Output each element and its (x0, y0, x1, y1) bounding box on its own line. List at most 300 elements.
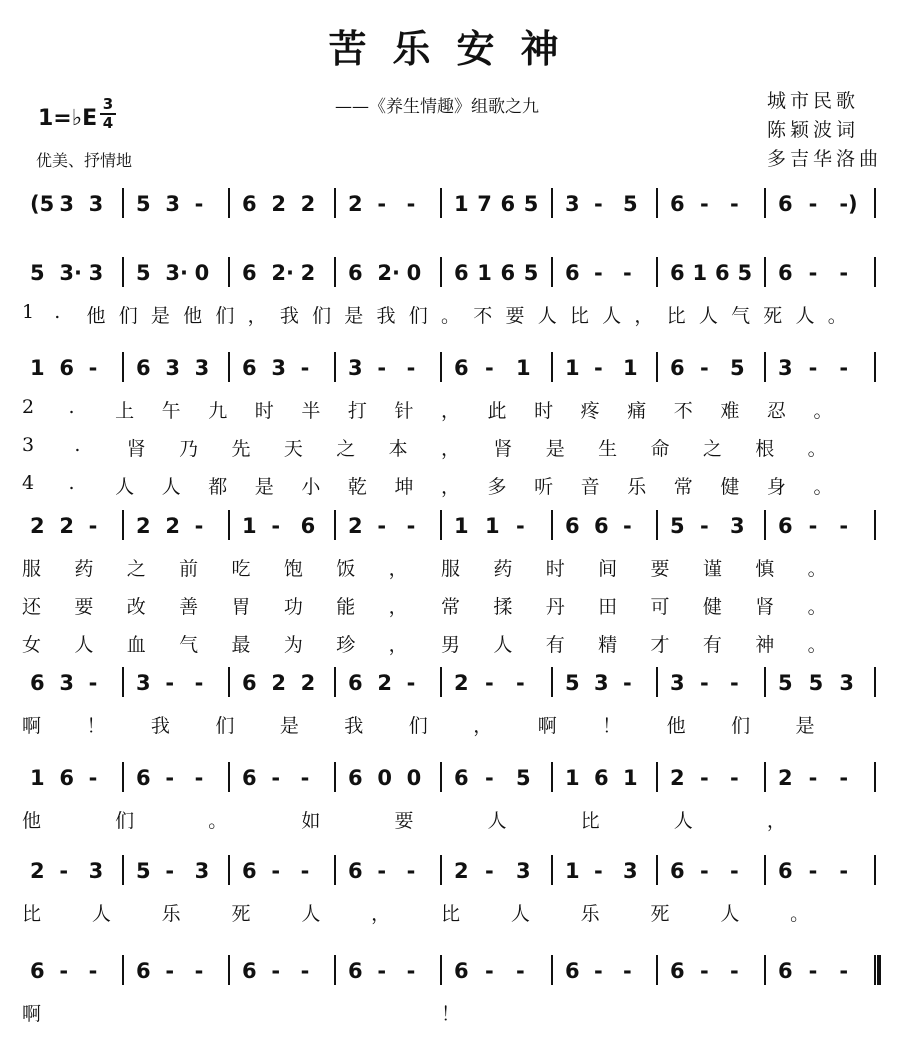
note: - (271, 514, 281, 538)
note: - (165, 766, 175, 790)
note: - (165, 859, 175, 883)
note: 5 (737, 261, 753, 285)
time-signature-bottom: 4 (100, 113, 116, 132)
note: - (485, 671, 494, 695)
note: 6 (594, 514, 609, 538)
note: 0 (406, 766, 422, 790)
lyric-char: 肾 (126, 438, 146, 460)
note: - (623, 671, 632, 695)
barline (334, 762, 336, 792)
note: - (59, 959, 69, 983)
lyric-char: 可 (650, 596, 670, 618)
lyric-char: 音 (580, 476, 600, 498)
lyric-char: 血 (126, 634, 146, 656)
lyric-char: 死 (763, 305, 783, 327)
note: - (808, 192, 818, 216)
note: 3 (594, 671, 609, 695)
lyric-char: 间 (598, 558, 618, 580)
staff-system-7 (0, 853, 913, 889)
lyric-char: 们 (408, 715, 428, 737)
note: - (406, 859, 416, 883)
time-signature-top: 3 (102, 95, 114, 113)
lyric-char: ， (388, 634, 408, 656)
lyric-char: 胃 (231, 596, 251, 618)
note: 3 (623, 859, 638, 883)
note: 6 (670, 959, 685, 983)
note: 2 (59, 514, 74, 538)
note: - (808, 859, 818, 883)
note: 3· (165, 261, 188, 285)
lyric-char: 最 (231, 634, 251, 656)
lyric-char: 3 (22, 434, 35, 456)
note: - (377, 859, 387, 883)
lyric-char: 肾 (755, 596, 775, 618)
note: - (808, 766, 818, 790)
lyric-char: 比 (580, 810, 600, 832)
note: 1 (692, 261, 708, 285)
note: - (808, 514, 818, 538)
note: 6 (670, 261, 685, 285)
note: - (406, 959, 416, 983)
barline (874, 510, 876, 540)
lyric-char: 们 (215, 305, 235, 327)
note: 3· (59, 261, 82, 285)
note: - (623, 261, 632, 285)
note: - (700, 959, 709, 983)
lyric-char: 们 (118, 305, 138, 327)
note: - (839, 514, 849, 538)
lyric-char: 难 (720, 400, 740, 422)
note: - (700, 671, 709, 695)
lyric-char: 女 (22, 634, 42, 656)
staff-system-3 (0, 350, 913, 386)
barline (440, 188, 442, 218)
note: 1 (454, 192, 469, 216)
lyric-char: 是 (545, 438, 565, 460)
note: 5 (523, 261, 539, 285)
note: - (88, 766, 98, 790)
note: 1 (242, 514, 257, 538)
note: 5 (136, 261, 151, 285)
lyric-line-4-1 (0, 554, 913, 580)
lyric-char: 疼 (580, 400, 600, 422)
note: - (300, 959, 310, 983)
lyric-char: 气 (731, 305, 751, 327)
note: - (194, 766, 204, 790)
lyric-char: 比 (441, 903, 461, 925)
barline (656, 667, 658, 697)
lyric-char: 饱 (283, 558, 303, 580)
note: -) (839, 192, 858, 216)
note: 6 (594, 766, 609, 790)
tempo-marking: 优美、抒情地 (36, 151, 133, 170)
barline (656, 855, 658, 885)
lyric-char: 要 (394, 810, 414, 832)
note: 5 (516, 766, 531, 790)
lyric-char: 人 (720, 903, 740, 925)
note: 2 (778, 766, 793, 790)
note: 2 (30, 859, 45, 883)
lyric-char: . (68, 396, 75, 418)
note: - (594, 959, 603, 983)
note: - (194, 959, 204, 983)
note: 6 (500, 192, 516, 216)
lyric-char: 常 (441, 596, 461, 618)
note: 5 (30, 261, 45, 285)
note: - (165, 671, 175, 695)
note: 2 (271, 192, 286, 216)
lyric-char: 人 (673, 810, 693, 832)
lyric-char: 饭 (336, 558, 356, 580)
lyric-char: 。 (807, 634, 827, 656)
lyric-char: 能 (336, 596, 356, 618)
lyric-char: 天 (283, 438, 303, 460)
barline (656, 257, 658, 287)
note: - (730, 766, 739, 790)
lyric-char: 常 (673, 476, 693, 498)
lyric-char: 。 (807, 596, 827, 618)
lyric-char: 们 (115, 810, 135, 832)
barline (228, 667, 230, 697)
lyric-char: 打 (347, 400, 367, 422)
lyric-char: 人 (115, 476, 135, 498)
note: 2· (271, 261, 294, 285)
barline (764, 510, 766, 540)
note: 6 (242, 261, 257, 285)
staff-system-2 (0, 255, 913, 291)
note: 6 (300, 514, 316, 538)
note: 1 (565, 356, 580, 380)
lyric-char: ！ (602, 715, 622, 737)
note: 1 (565, 766, 580, 790)
barline (551, 188, 553, 218)
note: - (700, 514, 709, 538)
song-subtitle: ——《养生情趣》组歌之九 (335, 97, 539, 117)
lyric-char: 1 (22, 301, 35, 323)
note: - (194, 514, 204, 538)
note: 6 (778, 192, 793, 216)
lyric-char: 改 (126, 596, 146, 618)
note: 3 (88, 192, 104, 216)
barline (656, 762, 658, 792)
barline (764, 188, 766, 218)
lyric-line-3-2 (0, 434, 913, 460)
lyric-char: 半 (301, 400, 321, 422)
barline (334, 257, 336, 287)
note: - (516, 959, 525, 983)
lyric-char: 听 (534, 476, 554, 498)
key-signature: 1=♭E (38, 106, 98, 131)
barline (551, 855, 553, 885)
lyric-char: 此 (487, 400, 507, 422)
barline (440, 510, 442, 540)
barline (334, 955, 336, 985)
lyric-char: 啊 (22, 715, 42, 737)
barline (551, 510, 553, 540)
note: 6 (454, 356, 469, 380)
note: 2 (30, 514, 45, 538)
barline (228, 188, 230, 218)
lyric-char: 痛 (627, 400, 647, 422)
lyric-char: 本 (388, 438, 408, 460)
note: 6 (30, 671, 45, 695)
barline (122, 955, 124, 985)
lyric-char: 慎 (755, 558, 775, 580)
lyric-char: 我 (376, 305, 396, 327)
note: 6 (348, 261, 363, 285)
lyric-char: 身 (766, 476, 786, 498)
note: 6 (59, 356, 74, 380)
note: - (88, 671, 98, 695)
note: 2 (454, 671, 469, 695)
lyric-char: 人 (510, 903, 530, 925)
lyric-char: 2 (22, 396, 35, 418)
note: 6 (778, 859, 793, 883)
lyric-char: 前 (179, 558, 199, 580)
note: 6 (348, 671, 363, 695)
note: - (516, 671, 525, 695)
lyric-char: 他 (183, 305, 203, 327)
lyric-char: 是 (254, 476, 274, 498)
lyric-char: 气 (179, 634, 199, 656)
note: 6 (500, 261, 516, 285)
lyric-line-6-1 (0, 806, 913, 832)
lyric-char: 神 (755, 634, 775, 656)
time-signature (100, 96, 116, 132)
note: - (194, 671, 204, 695)
lyric-char: 死 (650, 903, 670, 925)
note: 3 (839, 671, 854, 695)
lyric-char: 肾 (493, 438, 513, 460)
note: 6 (242, 192, 257, 216)
lyric-char: 啊 (537, 715, 557, 737)
lyric-char: 男 (441, 634, 461, 656)
note: - (406, 192, 416, 216)
credit-composer: 多吉华洛曲 (767, 148, 883, 170)
note: - (808, 959, 818, 983)
note: 2 (165, 514, 180, 538)
note: 2 (454, 859, 469, 883)
lyric-char: 药 (493, 558, 513, 580)
lyric-char: 不 (673, 400, 693, 422)
note: 6 (242, 959, 257, 983)
lyric-char: 。 (827, 305, 847, 327)
note: - (730, 671, 739, 695)
lyric-char: 他 (22, 810, 42, 832)
note: - (623, 959, 632, 983)
note: 3 (778, 356, 793, 380)
barline (764, 955, 766, 985)
lyric-char: 揉 (493, 596, 513, 618)
barline (551, 257, 553, 287)
note: 2 (377, 671, 392, 695)
note: 5 (778, 671, 793, 695)
lyric-char: 时 (534, 400, 554, 422)
note: 2 (348, 514, 363, 538)
note: - (730, 959, 739, 983)
lyric-char: 乾 (347, 476, 367, 498)
lyric-char: 人 (91, 903, 111, 925)
lyric-char: 死 (231, 903, 251, 925)
lyric-line-8-1 (0, 999, 913, 1025)
note: - (88, 356, 98, 380)
lyric-char: 我 (150, 715, 170, 737)
lyric-char: 健 (720, 476, 740, 498)
note: - (300, 766, 310, 790)
lyric-char: ， (766, 810, 786, 832)
note: 5 (730, 356, 745, 380)
note: 3 (730, 514, 745, 538)
lyric-char: 。 (208, 810, 228, 832)
note: 6 (670, 192, 685, 216)
note: 6 (30, 959, 45, 983)
lyric-char: 比 (22, 903, 42, 925)
barline (122, 855, 124, 885)
lyric-char: 们 (731, 715, 751, 737)
lyric-char: 们 (408, 305, 428, 327)
note: - (406, 514, 416, 538)
lyric-char: 要 (505, 305, 525, 327)
lyric-char: 人 (602, 305, 622, 327)
lyric-char: 有 (702, 634, 722, 656)
lyric-char: 珍 (336, 634, 356, 656)
note: 6 (778, 959, 793, 983)
lyric-char: 我 (344, 715, 364, 737)
barline (122, 510, 124, 540)
note: 5 (670, 514, 685, 538)
staff-system-1 (0, 186, 913, 222)
lyric-char: ！ (441, 1003, 461, 1025)
note: 6 (242, 671, 257, 695)
note: 5 (136, 192, 151, 216)
note: 2 (136, 514, 151, 538)
lyric-char: 们 (215, 715, 235, 737)
lyric-line-2-1 (0, 301, 913, 327)
note: 6 (778, 514, 793, 538)
lyric-char: 是 (279, 715, 299, 737)
note: 3 (348, 356, 363, 380)
lyric-char: 。 (813, 400, 833, 422)
barline (228, 352, 230, 382)
note: 6 (348, 859, 363, 883)
barline (122, 762, 124, 792)
note: - (594, 261, 603, 285)
lyric-char: ， (247, 305, 267, 327)
lyric-char: 他 (666, 715, 686, 737)
lyric-char: 人 (161, 476, 181, 498)
note: - (730, 859, 739, 883)
barline (122, 352, 124, 382)
note: 3 (516, 859, 531, 883)
lyric-char: 人 (74, 634, 94, 656)
barline (440, 855, 442, 885)
lyric-char: 他 (86, 305, 106, 327)
note: - (485, 959, 494, 983)
barline (764, 667, 766, 697)
note: 7 (477, 192, 492, 216)
credit-lyricist: 陈颖波词 (767, 119, 860, 141)
lyric-char: 人 (698, 305, 718, 327)
note: - (300, 356, 310, 380)
barline (334, 510, 336, 540)
lyric-char: 我 (279, 305, 299, 327)
lyric-char: 健 (702, 596, 722, 618)
lyric-char: 4 (22, 472, 35, 494)
lyric-char: ， (388, 558, 408, 580)
note: 2 (300, 671, 316, 695)
note: 1 (485, 514, 500, 538)
lyric-char: ， (441, 438, 461, 460)
note: - (59, 859, 69, 883)
barline (228, 855, 230, 885)
lyric-char: 如 (301, 810, 321, 832)
lyric-char: . (74, 434, 81, 456)
note: - (623, 514, 632, 538)
note: 5 (808, 671, 824, 695)
lyric-char: 针 (394, 400, 414, 422)
lyric-char: 吃 (231, 558, 251, 580)
note: 3 (565, 192, 580, 216)
lyric-line-5-1 (0, 711, 913, 737)
note: - (485, 356, 494, 380)
note: 5 (565, 671, 580, 695)
lyric-line-7-1 (0, 899, 913, 925)
note: 6 (136, 766, 151, 790)
note: 2 (348, 192, 363, 216)
lyric-line-3-1 (0, 396, 913, 422)
barline (440, 762, 442, 792)
barline (656, 955, 658, 985)
lyric-char: ， (371, 903, 391, 925)
note: 3 (271, 356, 286, 380)
lyric-char: 们 (312, 305, 332, 327)
barline (656, 510, 658, 540)
note: - (88, 959, 98, 983)
barline (874, 188, 876, 218)
staff-system-4 (0, 508, 913, 544)
note: 6 (454, 959, 469, 983)
barline (228, 510, 230, 540)
lyric-char: 乐 (627, 476, 647, 498)
note: 3 (59, 671, 74, 695)
note: 1 (623, 356, 638, 380)
note: 6 (348, 766, 363, 790)
lyric-char: 是 (150, 305, 170, 327)
note: - (808, 356, 818, 380)
note: - (377, 514, 387, 538)
barline (334, 667, 336, 697)
lyric-char: 乃 (179, 438, 199, 460)
note: - (730, 192, 739, 216)
note: 5 (623, 192, 638, 216)
lyric-char: 人 (493, 634, 513, 656)
lyric-char: . (54, 301, 61, 323)
note: 1 (30, 766, 45, 790)
note: 2 (300, 261, 316, 285)
note: 1 (477, 261, 492, 285)
lyric-char: 乐 (161, 903, 181, 925)
lyric-char: 根 (755, 438, 775, 460)
lyric-char: 乐 (580, 903, 600, 925)
lyric-char: 之 (702, 438, 722, 460)
barline (122, 257, 124, 287)
lyric-char: 精 (598, 634, 618, 656)
barline (874, 257, 876, 287)
note: - (485, 859, 494, 883)
note: 3 (670, 671, 685, 695)
note: 3 (136, 671, 151, 695)
lyric-char: 。 (790, 903, 810, 925)
